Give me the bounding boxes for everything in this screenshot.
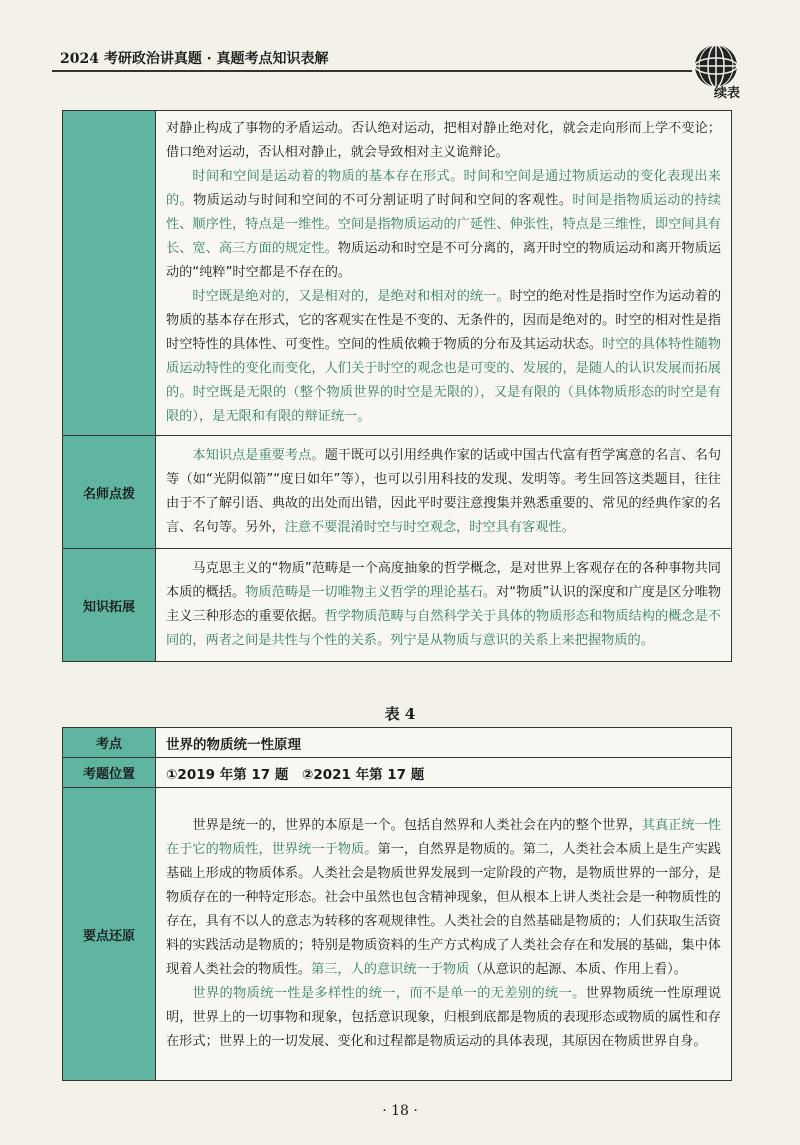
key-points-cell — [156, 788, 732, 1081]
header-rule — [52, 70, 692, 72]
highlighted-text: 物质范畴是一切唯物主义哲学的理论基石。 — [245, 585, 497, 600]
text-run: 时空的绝对性是指时空作为运动着的物质的基本存在形式，它的客观实在性是不变的、无条件的，因而是绝对的。时空的相对性是指时空特性的具体性、可变性。空间的性质依赖于物质的分布及其运动状态。 — [166, 289, 722, 352]
text-run: 马克思主义的“物质”范畴是一个高度抽象的哲学概念，是对世界上客观存在的各种事物共同本质的概括。 — [166, 561, 721, 600]
table-4-caption: 表 4 — [384, 705, 416, 723]
teacher-tip-row — [63, 436, 732, 549]
highlighted-text: 第三，人的意识统一于物质 — [311, 962, 470, 977]
text-run: 第一，自然界是物质的。第二，人类社会本质上是生产实践基础上形成的物质体系。人类社会是物质世界发展到一定阶段的产物，是物质世界的一部分，是物质存在的一种特定形态。社会中虽然也包含精神现象，但从根本上讲人类社会是一种物质性的存在，具有不以人的意志为转移的客观规律性。人类社会的自然基础是物质的；人们获取生活资料的实践活动是物质的；特别是物质资料的生产方式构成了人类社会存在和发展的基础，集中体现着人类社会的物质性。 — [166, 842, 721, 977]
text-run: 物质运动和时空是不可分离的，离开时空的物质运动和离开物质运动的“纯粹”时空都是不存在的。 — [166, 241, 722, 280]
position-value: ①2019 年第 17 题 ②2021 年第 17 题 — [156, 758, 732, 788]
main-content-cell — [156, 111, 732, 436]
knowledge-extension-label: 知识拓展 — [63, 549, 156, 662]
text-run: 世界是统一的，世界的本原是一个。包括自然界和人类社会在内的整个世界， — [192, 818, 642, 833]
text-run: 物质运动与时间和空间的不可分割证明了时间和空间的客观性。 — [193, 193, 573, 208]
main-content-text — [166, 117, 721, 429]
highlighted-text: 时间是指物质运动的持续性、顺序性，特点是一维性。空间是指物质运动的广延性、伸张性，特点是三维性，即空间具有长、宽、高三方面的规定性。 — [166, 193, 722, 256]
paragraph — [166, 444, 721, 540]
kaodian-row — [63, 728, 732, 758]
highlighted-text: 时空的具体特性随物质运动特性的变化而变化，人们关于时空的观念也是可变的、发展的，是随人的认识发展而拓展的。时空既是无限的（整个物质世界的时空是无限的），又是有限的（具体物质形态的时空是有限的），是无限和有限的辩证统一。 — [166, 337, 722, 424]
text-run: （从意识的起源、本质、作用上看）。 — [469, 962, 687, 977]
paragraph — [166, 285, 721, 429]
teacher-tip-cell — [156, 436, 732, 549]
page-header — [52, 40, 752, 78]
text-run: 题干既可以引用经典作家的话或中国古代富有哲学寓意的名言、名句等（如“光阴似箭”“度日如年”等），也可以引用科技的发现、发明等。考生回答这类题目，往往由于不了解引语、典故的出处而出错，因此平时要注意搜集并熟悉重要的、常见的经典作家的名言、名句等。另外， — [166, 448, 722, 535]
blank-side-cell — [63, 111, 156, 436]
text-run: 世界物质统一性原理说明，世界上的一切事物和现象，包括意识现象，归根到底都是物质的表现形态或物质的属性和存在形式；世界上的一切发展、变化和过程都是物质运动的具体表现，其原因在物质世界自身。 — [166, 986, 722, 1049]
key-points-row — [63, 788, 732, 1081]
knowledge-extension-text — [166, 557, 721, 653]
kaodian-label: 考点 — [63, 728, 156, 758]
highlighted-text: 本知识点是重要考点。 — [192, 448, 325, 463]
text-run: 对静止构成了事物的矛盾运动。否认绝对运动，把相对静止绝对化，就会走向形而上学不变论；借口绝对运动，否认相对静止，就会导致相对主义诡辩论。 — [166, 121, 721, 160]
text-run: 对“物质”认识的深度和广度是区分唯物主义三种形态的重要依据。 — [166, 585, 722, 624]
position-label: 考题位置 — [63, 758, 156, 788]
paragraph — [166, 982, 721, 1054]
position-row — [63, 758, 732, 788]
main-content-row — [63, 111, 732, 436]
table-4 — [62, 727, 732, 1081]
knowledge-extension-cell — [156, 549, 732, 662]
key-points-label: 要点还原 — [63, 788, 156, 1081]
paragraph — [166, 117, 721, 165]
paragraph — [166, 165, 721, 285]
highlighted-text: 哲学物质范畴与自然科学关于具体的物质形态和物质结构的概念是不同的，两者之间是共性与个性的关系。列宁是从物质与意识的关系上来把握物质的。 — [166, 609, 721, 648]
highlighted-text: 注意不要混淆时空与时空观念，时空具有客观性。 — [284, 520, 575, 535]
knowledge-extension-row — [63, 549, 732, 662]
continued-label: 续表 — [713, 86, 740, 101]
highlighted-text: 时间和空间是运动着的物质的基本存在形式。时间和空间是通过物质运动的变化表现出来的。 — [166, 169, 721, 208]
teacher-tip-text — [166, 444, 721, 540]
paragraph — [166, 814, 721, 982]
book-title: 2024 考研政治讲真题 · 真题考点知识表解 — [60, 51, 329, 67]
page-number: · 18 · — [382, 1103, 418, 1119]
paragraph — [166, 557, 721, 653]
kaodian-value: 世界的物质统一性原理 — [156, 728, 732, 758]
highlighted-text: 其真正统一性在于它的物质性，世界统一于物质。 — [166, 818, 722, 857]
highlighted-text: 世界的物质统一性是多样性的统一，而不是单一的无差别的统一。 — [192, 986, 586, 1001]
highlighted-text: 时空既是绝对的，又是相对的，是绝对和相对的统一。 — [192, 289, 510, 304]
key-points-text — [166, 814, 721, 1054]
teacher-tip-label: 名师点拨 — [63, 436, 156, 549]
table-3-continued — [62, 110, 732, 662]
